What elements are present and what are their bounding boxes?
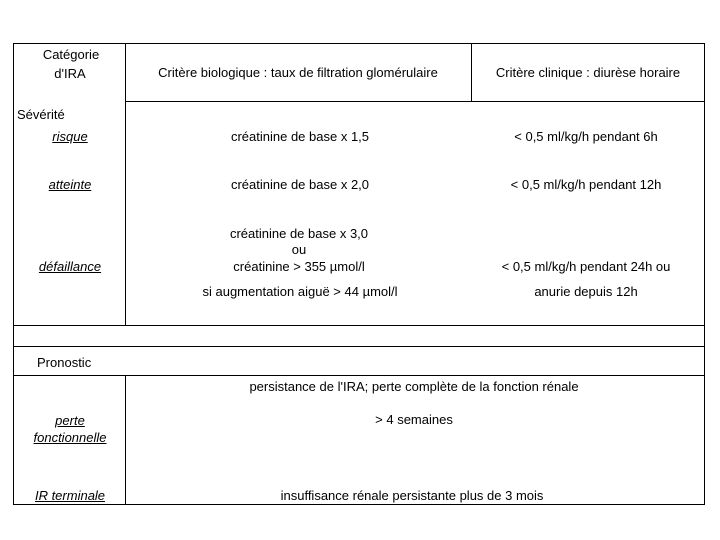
category-perte-line1: perte (55, 413, 85, 428)
table-frame (13, 43, 705, 505)
header-bio-criterion: Critère biologique : taux de filtration glomérulaire (158, 65, 438, 80)
bio-defaillance-line3: créatinine > 355 µmol/l (233, 259, 365, 274)
vertical-divider-2 (471, 43, 472, 101)
header-bottom-line (125, 101, 705, 102)
category-defaillance: défaillance (38, 259, 102, 274)
clinical-risque: < 0,5 ml/kg/h pendant 6h (514, 129, 658, 144)
header-category-line1: Catégorie (42, 47, 100, 62)
bio-defaillance-line1: créatinine de base x 3,0 (229, 226, 369, 241)
severity-bottom-line (13, 325, 705, 326)
clinical-defaillance-line2: anurie depuis 12h (534, 284, 638, 299)
bio-defaillance-line4: si augmentation aiguë > 44 µmol/l (202, 284, 398, 299)
bio-defaillance-line2: ou (291, 242, 307, 257)
clinical-atteinte: < 0,5 ml/kg/h pendant 12h (510, 177, 662, 192)
severity-title: Sévérité (17, 107, 65, 122)
vertical-divider-1 (125, 43, 126, 326)
pronostic-title: Pronostic (37, 355, 92, 370)
pronostic-divider-line (13, 375, 705, 376)
category-risque: risque (52, 129, 88, 144)
value-ir-terminale: insuffisance rénale persistante plus de 3 mois (280, 488, 544, 503)
category-perte-line2: fonctionnelle (33, 430, 107, 445)
pronostic-intro: persistance de l'IRA; perte complète de la fonction rénale (249, 379, 579, 394)
pronostic-top-line (13, 346, 705, 347)
header-clinical-criterion: Critère clinique : diurèse horaire (495, 65, 681, 80)
header-category-line2: d'IRA (54, 66, 86, 81)
bio-risque: créatinine de base x 1,5 (230, 129, 370, 144)
clinical-defaillance-line1: < 0,5 ml/kg/h pendant 24h ou (501, 259, 671, 274)
pronostic-left-divider (125, 375, 126, 505)
category-ir-terminale: IR terminale (34, 488, 106, 503)
category-atteinte: atteinte (48, 177, 92, 192)
value-perte: > 4 semaines (375, 412, 453, 427)
bio-atteinte: créatinine de base x 2,0 (230, 177, 370, 192)
